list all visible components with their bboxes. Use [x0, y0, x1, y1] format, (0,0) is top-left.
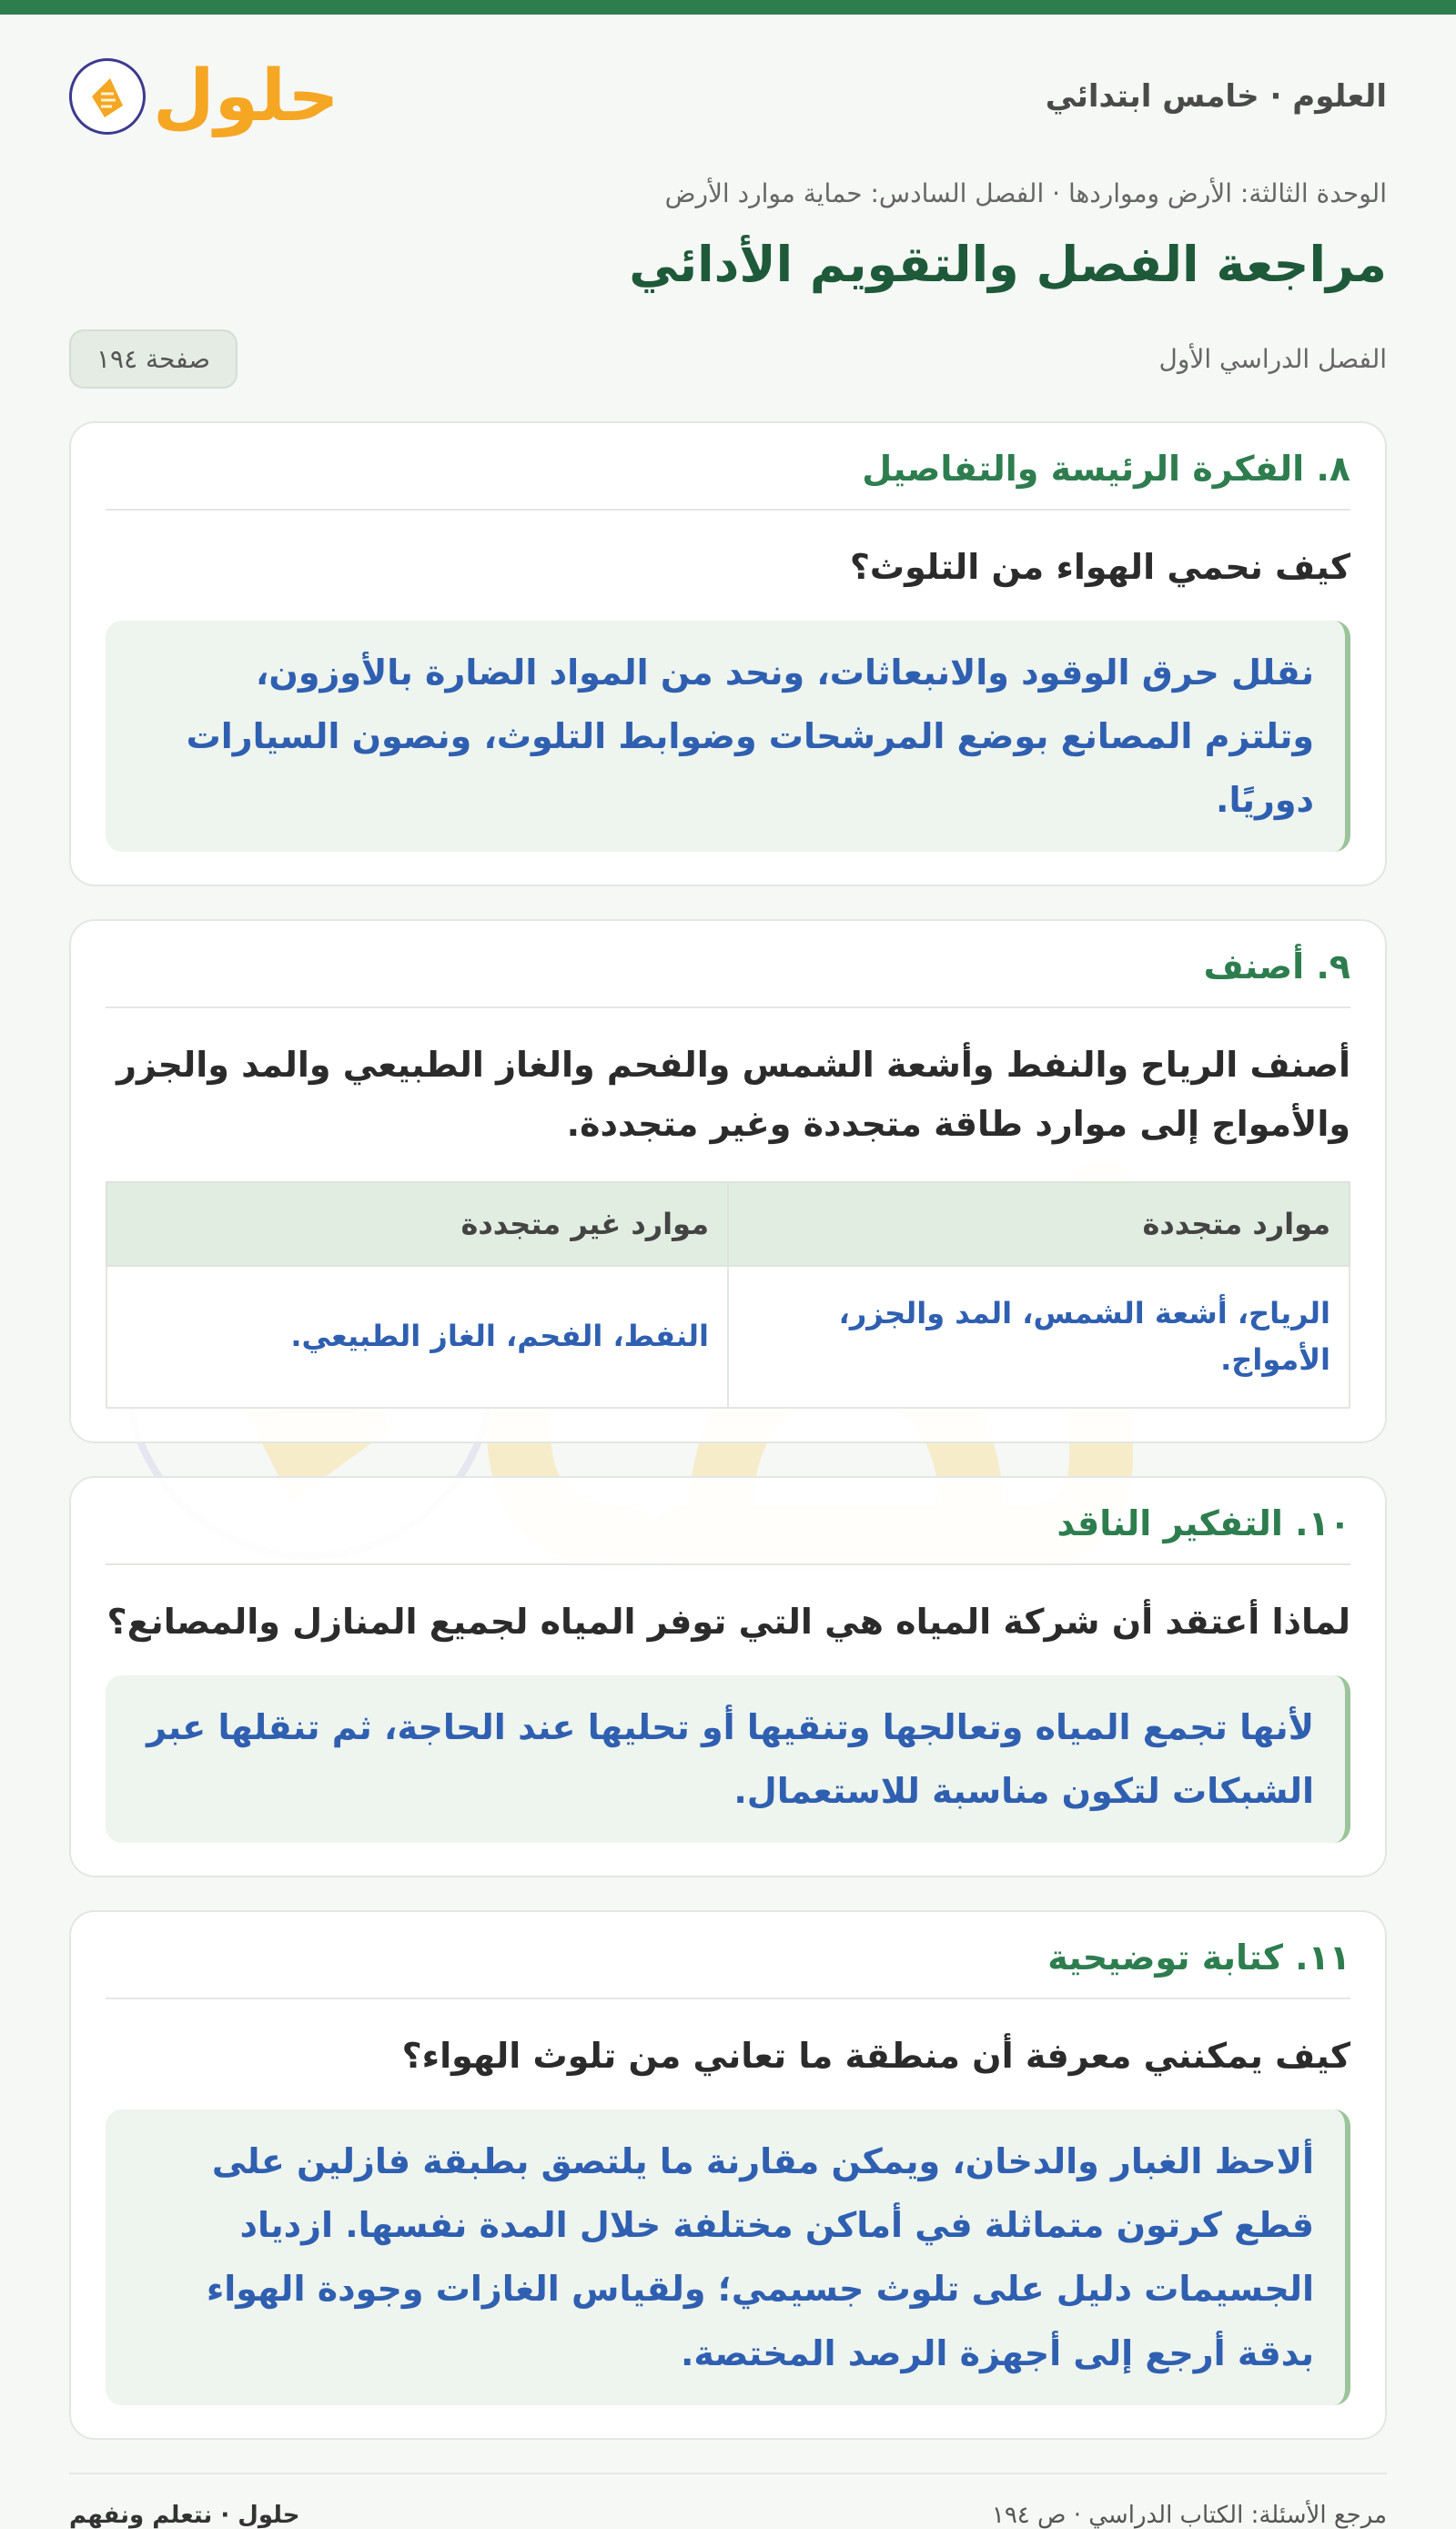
page-header [69, 15, 1387, 178]
page-number-badge: صفحة ١٩٤ [69, 329, 238, 389]
section-card-explanatory-writing [69, 1910, 1387, 2440]
table-header-nonrenewable: موارد غير متجددة [106, 1182, 728, 1266]
energy-resources-table [106, 1181, 1350, 1409]
page-footer [69, 2473, 1387, 2529]
page-content [69, 15, 1387, 2529]
logo-wordmark: حلول [153, 56, 339, 137]
hulul-logo [69, 58, 339, 135]
answer-box: ألاحظ الغبار والدخان، ويمكن مقارنة ما يلتصق بطبقة فازلين على قطع كرتون متماثلة في أماكن مختلفة خلال المدة نفسها. ازدياد الجسيمات دليل على تلوث جسيمي؛ ولقياس الغازات وجودة الهواء بدقة أرجع إلى أجهزة الرصد المختصة. [106, 2109, 1350, 2405]
section-title: ١٠. التفكير الناقد [106, 1503, 1350, 1565]
question-text: أصنف الرياح والنفط وأشعة الشمس والفحم والغاز الطبيعي والمد والجزر والأمواج إلى موارد طاقة متجددة وغير متجددة. [116, 1045, 1350, 1145]
section-title: ٨. الفكرة الرئيسة والتفاصيل [106, 449, 1350, 511]
page-title: مراجعة الفصل والتقويم الأدائي [629, 236, 1387, 293]
section-card-critical-thinking [69, 1476, 1387, 1877]
renewable-cell: الرياح، أشعة الشمس، المد والجزر، الأمواج. [728, 1266, 1350, 1408]
section-title: ١١. كتابة توضيحية [106, 1937, 1350, 1999]
question-text: كيف نحمي الهواء من التلوث؟ [849, 547, 1350, 587]
footer-reference: مرجع الأسئلة: الكتاب الدراسي · ص ١٩٤ [991, 2502, 1387, 2529]
answer-box: نقلل حرق الوقود والانبعاثات، ونحد من المواد الضارة بالأوزون، وتلتزم المصانع بوضع المرشحات وضوابط التلوث، ونصون السيارات دوريًا. [106, 621, 1350, 853]
answer-box: لأنها تجمع المياه وتعالجها وتنقيها أو تحليها عند الحاجة، ثم تنقلها عبر الشبكات لتكون مناسبة للاستعمال. [106, 1675, 1350, 1844]
question-text: لماذا أعتقد أن شركة المياه هي التي توفر المياه لجميع المنازل والمصانع؟ [106, 1602, 1350, 1643]
section-card-main-idea [69, 421, 1387, 886]
meta-row [69, 329, 1387, 389]
book-icon [69, 58, 146, 135]
table-header-renewable: موارد متجددة [728, 1182, 1350, 1266]
question-text: كيف يمكنني معرفة أن منطقة ما تعاني من تلوث الهواء؟ [401, 2036, 1350, 2077]
subject-label: العلوم · خامس ابتدائي [1045, 78, 1387, 115]
section-card-classify [69, 919, 1387, 1443]
nonrenewable-cell: النفط، الفحم، الغاز الطبيعي. [106, 1266, 728, 1408]
section-title: ٩. أصنف [106, 946, 1350, 1008]
table-row [106, 1266, 1350, 1408]
breadcrumb: الوحدة الثالثة: الأرض ومواردها · الفصل السادس: حماية موارد الأرض [664, 178, 1387, 208]
footer-brand: حلول · نتعلم ونفهم [69, 2502, 300, 2529]
semester-label: الفصل الدراسي الأول [1158, 344, 1387, 374]
top-accent-bar [0, 0, 1456, 15]
